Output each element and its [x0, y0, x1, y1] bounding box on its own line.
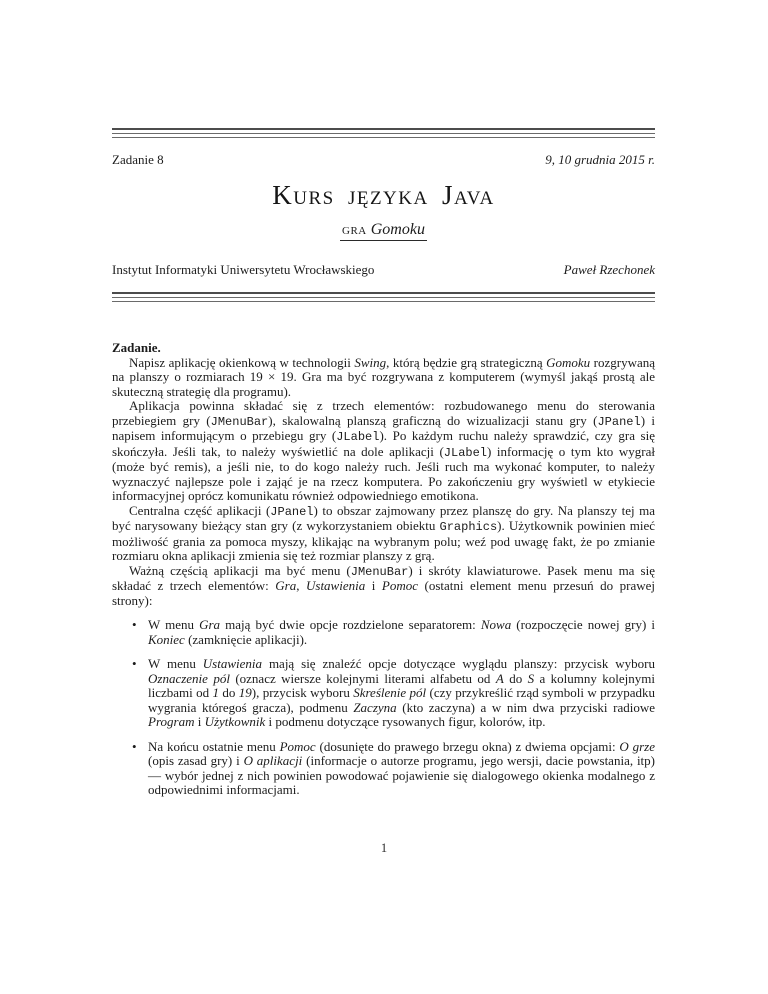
text-run: a kolumny kolejnymi liczbami od [148, 670, 655, 700]
text-run: Napisz aplikację okienkową w technologii [129, 354, 355, 370]
emphasized-text: A [495, 670, 504, 686]
rule-line [112, 133, 655, 134]
game-name: Gomoku [370, 221, 425, 238]
page-number: 1 [380, 841, 388, 855]
code-text: JLabel [336, 430, 380, 444]
text-run: (opis zasad gry) i [148, 753, 244, 768]
section-heading: Zadanie. [112, 340, 161, 355]
rule-line [112, 137, 655, 138]
emphasized-text: Gomoku [546, 354, 591, 370]
text-run: mają być dwie opcje rozdzielone separatorem: [220, 617, 481, 632]
emphasized-text: Pomoc [279, 738, 316, 754]
code-text: JMenuBar [350, 564, 409, 579]
list-item [112, 657, 655, 730]
subtitle-prefix: gra [342, 221, 367, 238]
emphasized-text: Gra [199, 617, 221, 632]
text-run: do [503, 670, 528, 686]
list-item [112, 618, 655, 647]
text-run: ), przycisk wyboru [251, 685, 354, 700]
text-run: (informacje o autorze programu, jego wersji, dacie powstania, itp) — wybór jednej z nich powinien powodować pojawienie się dialogowego okienka modalnego z odpowiednimi informacjami. [148, 753, 655, 797]
text-run: , którą będzie grą strategiczną [386, 354, 547, 370]
emphasized-text: O grze [619, 738, 656, 754]
text-run: (ostatni element menu przesuń do prawej strony): [112, 578, 655, 608]
institute-name: Instytut Informatyki Uniwersytetu Wrocławskiego [112, 262, 375, 277]
bullet-icon: • [132, 656, 137, 671]
text-run: W menu [148, 656, 203, 671]
emphasized-text: Oznaczenie pól [148, 670, 230, 686]
emphasized-text: S [527, 670, 535, 686]
emphasized-text: Pomoc [381, 578, 419, 593]
rule-line [112, 292, 655, 294]
text-run: ) informację o tym kto wygrał (może być remis), a jeśli nie, to do kogo należy ruch. Jeśli ruch ma wykonać komputer, to należy wyznaczyć najlepsze pole i zająć je na rzecz komputera. Po zakończeniu gry wyświetl w etykiecie informacyjnej oprócz komunikatu również odpowiedniego emotikona. [112, 443, 655, 503]
bullet-icon: • [132, 738, 137, 754]
code-text: JLabel [443, 445, 488, 460]
text-run: (rozpoczęcie nowej gry) i [511, 617, 655, 632]
list-item-text [148, 617, 655, 647]
text-run: Ważną częścią aplikacji ma być menu ( [129, 562, 351, 578]
text-run: ), skalowalną planszą graficzną do wizualizacji stanu gry ( [268, 412, 598, 428]
list-item [112, 740, 655, 798]
byline-row [112, 261, 655, 278]
author-name: Paweł Rzechonek [563, 262, 655, 277]
code-text: JMenuBar [210, 414, 269, 429]
course-title: Kurs języka Java [272, 180, 495, 210]
text-run: (dosunięte do prawego brzegu okna) z dwiema opcjami: [315, 738, 620, 754]
list-item-text [148, 656, 655, 729]
text-run: i [365, 578, 382, 593]
rule-line [112, 297, 655, 298]
rule-line [112, 301, 655, 302]
emphasized-text: 19 [238, 685, 252, 700]
bullet-list [112, 618, 655, 798]
emphasized-text: 1 [212, 685, 219, 700]
text-run: ) i napisem informującym o przebiegu gry ( [112, 412, 655, 443]
emphasized-text: Skreślenie pól [353, 685, 427, 700]
text-run: , [296, 578, 306, 593]
body-text [112, 341, 655, 798]
top-rule [112, 128, 655, 138]
paragraph [112, 564, 655, 609]
bullet-icon: • [132, 617, 137, 632]
paragraph [112, 356, 655, 400]
text-block [112, 0, 655, 798]
emphasized-text: O aplikacji [243, 753, 303, 768]
text-run: i podmenu dotyczące rysowanych figur, kolorów, itp. [265, 714, 546, 729]
emphasized-text: Koniec [148, 631, 185, 647]
text-run: do [219, 685, 239, 700]
code-text: JPanel [270, 504, 314, 519]
text-run: Aplikacja powinna składać się z trzech elementów: rozbudowanego menu do sterowania przebiegiem gry ( [112, 398, 655, 428]
text-run: i [194, 714, 205, 729]
rule-line [112, 128, 655, 130]
emphasized-text: Ustawienia [202, 656, 263, 671]
subtitle-wrap [112, 221, 655, 242]
emphasized-text: Użytkownik [204, 714, 266, 729]
subtitle [340, 221, 427, 241]
text-run: W menu [148, 617, 200, 632]
paragraph [112, 504, 655, 564]
text-run: ). Po każdym ruchu należy sprawdzić, czy gra się skończyła. Jeśli tak, to należy wyświetlić na dole aplikacji ( [112, 428, 655, 459]
code-text: JPanel [597, 414, 641, 429]
emphasized-text: Program [148, 714, 195, 729]
text-run: (oznacz wiersze kolejnymi literami alfabetu od [229, 670, 496, 686]
paragraph [112, 399, 655, 504]
emphasized-text: Gra [275, 578, 297, 593]
emphasized-text: Ustawienia [306, 578, 366, 593]
text-run: rozgrywaną na planszy o rozmiarach 19 × 19. Gra ma być rozgrywana z komputerem (wymyśl jakąś prostą ale skuteczną strategię dla programu). [112, 354, 655, 399]
text-run: ) i skróty klawiaturowe. Pasek menu ma się składać z trzech elementów: [112, 562, 655, 593]
emphasized-text: Swing [354, 354, 387, 370]
separator-rule [112, 292, 655, 302]
text-run: ). Użytkownik powinien mieć możliwość grania za pomoca myszy, klikając na wybranym polu; weź pod uwagę fakt, że po zmianie rozmiaru okna aplikacji zmienia się też rozmiar planszy z grą. [112, 518, 655, 563]
lecture-date: 9, 10 grudnia 2015 r. [545, 152, 655, 167]
text-run: mają się znaleźć opcje dotyczące wyglądu planszy: przycisk wyboru [262, 656, 655, 671]
code-text: Graphics [439, 520, 498, 534]
text-run: ) to obszar zajmowany przez planszę do gry. Na planszy tej ma być narysowany bieżący stan gry (z wykorzystaniem obiektu [112, 502, 656, 533]
header-row [112, 151, 655, 168]
text-run: (kto zaczyna) a w nim dwa przyciski radiowe [396, 699, 655, 715]
emphasized-text: Nowa [480, 617, 512, 632]
text-run: (czy przykreślić rząd symboli w przypadku wygrania któregoś gracza), podmenu [148, 685, 655, 715]
assignment-number: Zadanie 8 [112, 152, 164, 167]
text-run: (zamknięcie aplikacji). [184, 631, 308, 647]
list-item-text [148, 739, 655, 798]
text-run: Centralna część aplikacji ( [129, 502, 271, 518]
text-run: Na końcu ostatnie menu [148, 738, 280, 754]
emphasized-text: Zaczyna [353, 699, 397, 715]
